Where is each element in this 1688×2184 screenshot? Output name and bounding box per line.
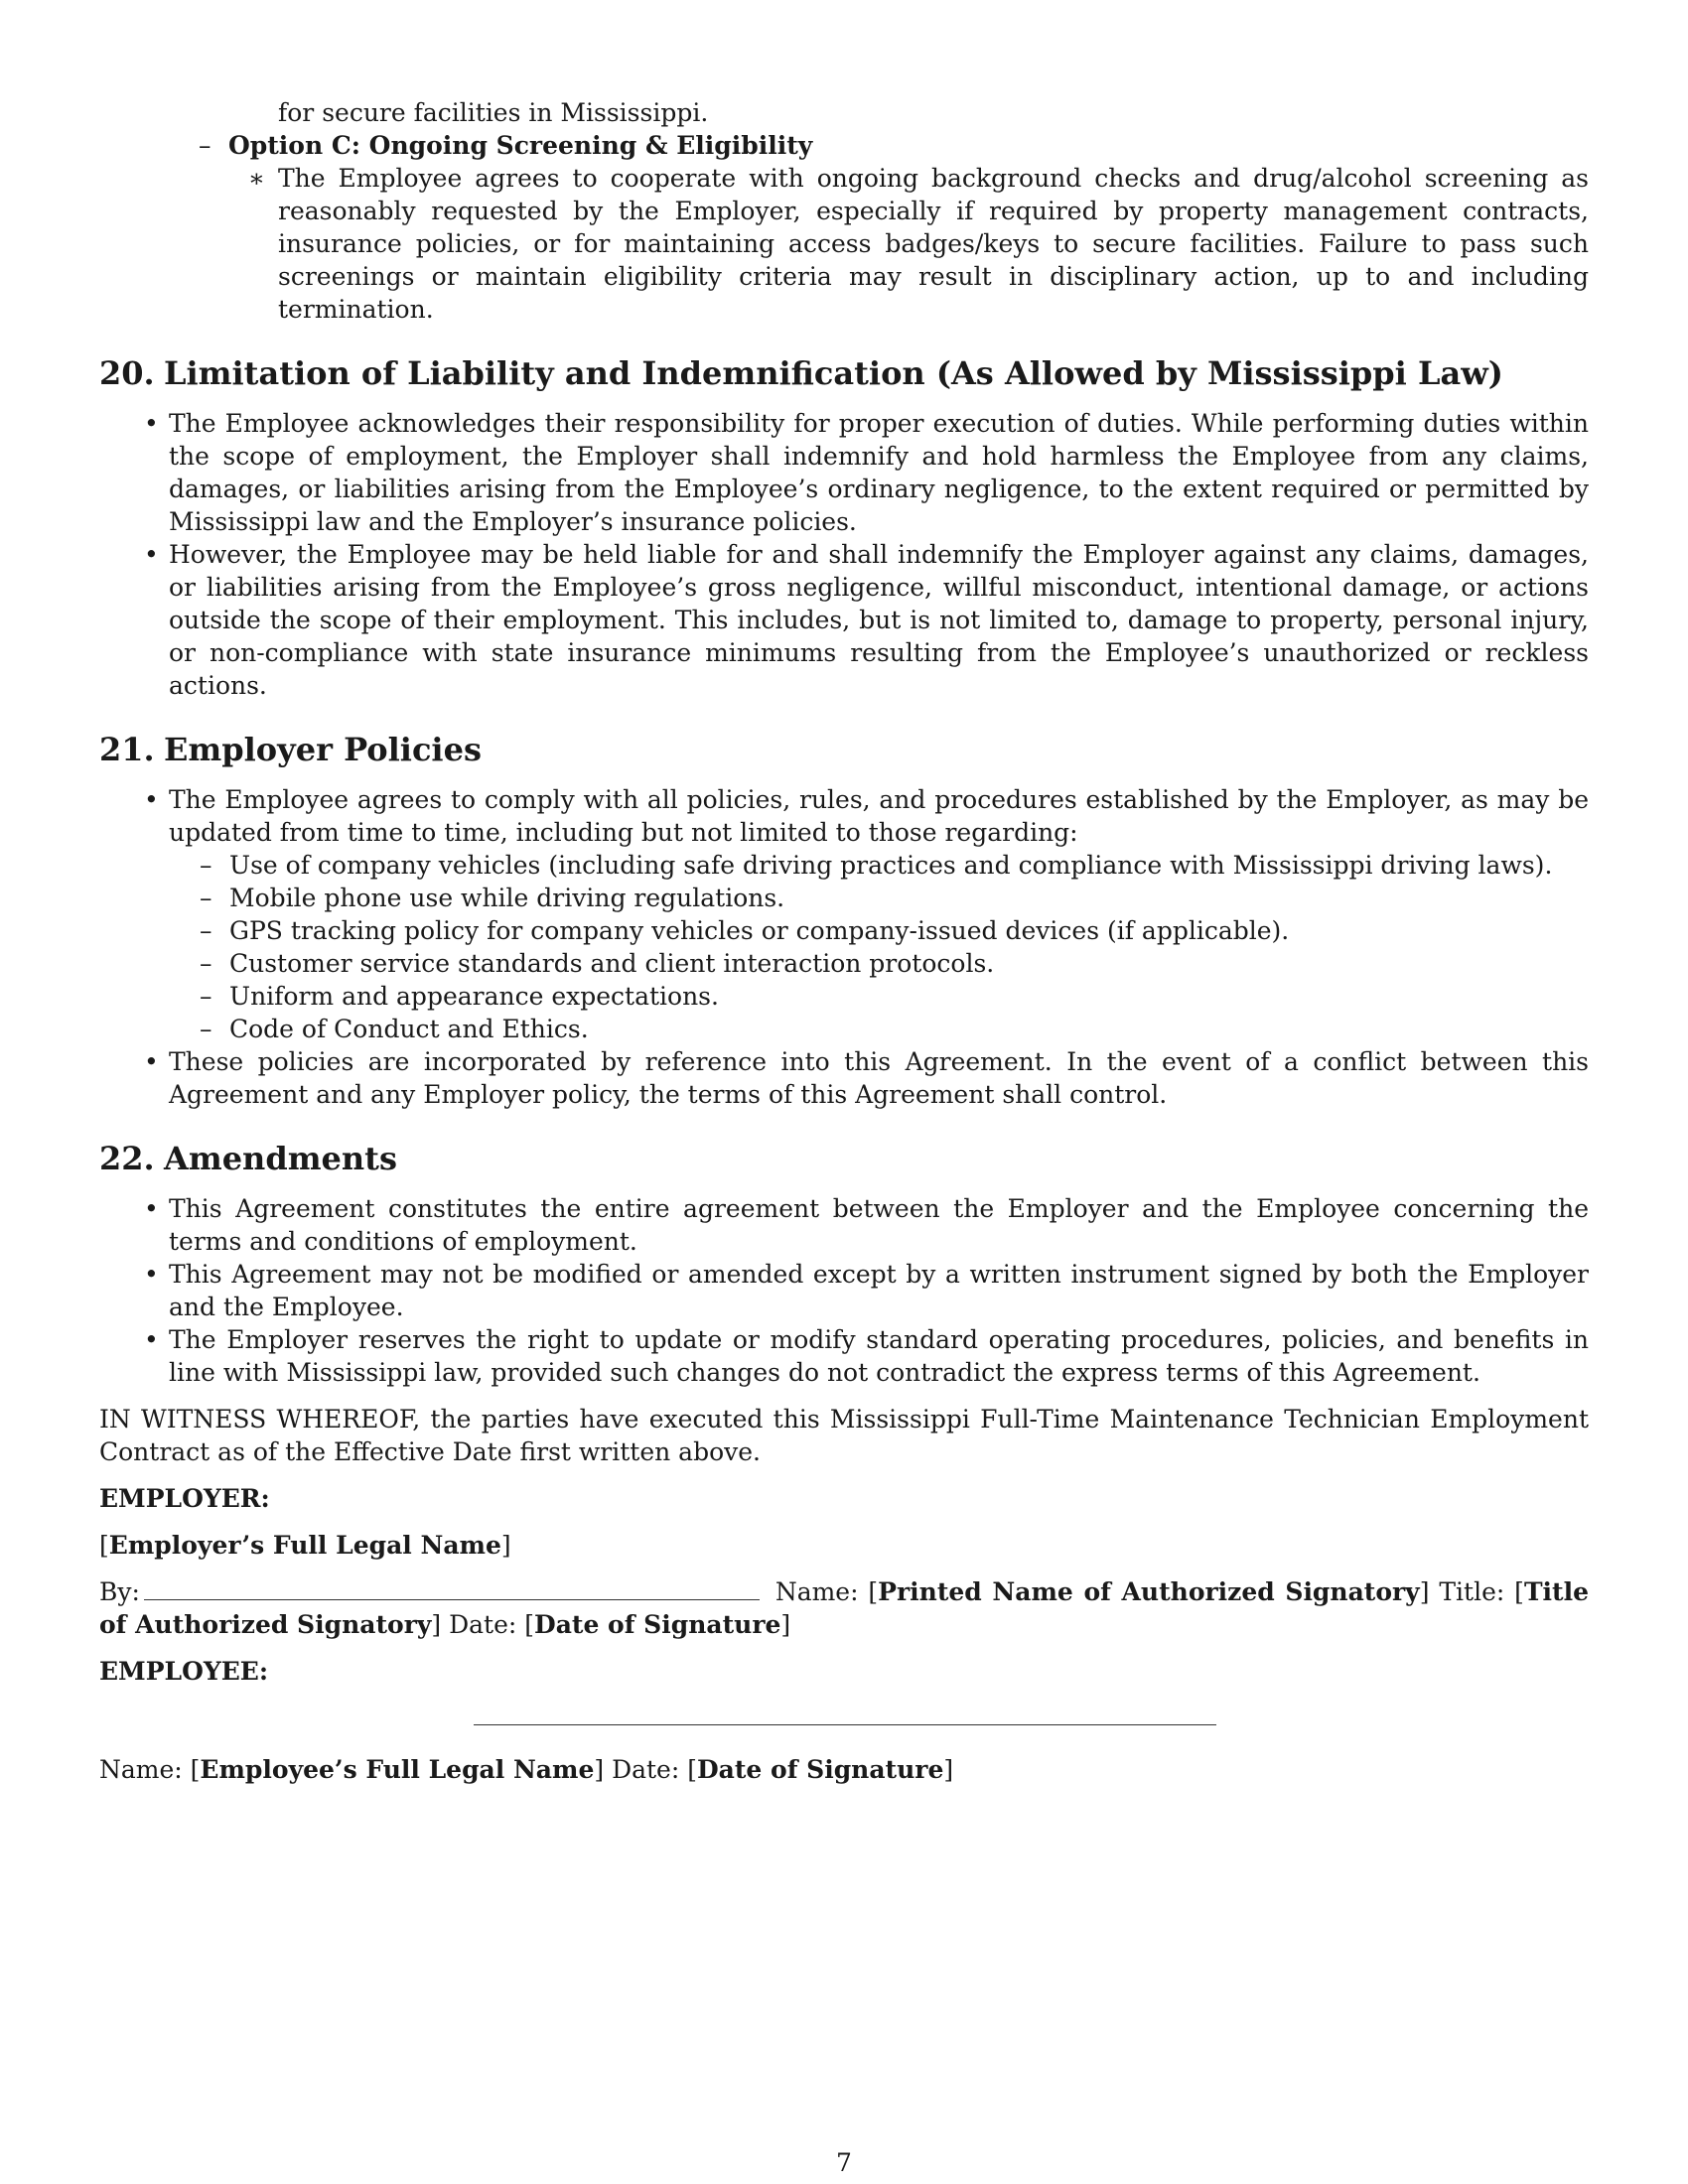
sublist-item [200, 1013, 1589, 1045]
dash-marker: – [200, 1015, 212, 1043]
list-item [144, 1323, 1589, 1389]
policy-sublist [169, 849, 1589, 1045]
dash-marker: – [199, 131, 211, 160]
employee-name-value: Employee’s Full Legal Name [200, 1755, 595, 1784]
bullet-marker: • [144, 1194, 159, 1223]
sublist-item-text: Use of company vehicles (including safe driving practices and compliance with Mississippi driving laws). [229, 851, 1553, 880]
list-item [144, 1258, 1589, 1323]
sublist-item-text: Code of Conduct and Ethics. [229, 1015, 589, 1043]
list-item-text: This Agreement may not be modified or amended except by a written instrument signed by both the Employer and the Employee. [169, 1260, 1589, 1321]
list-item-text: The Employee agrees to comply with all policies, rules, and procedures established by the Employer, as may be updated from time to time, including but not limited to those regarding: [169, 785, 1589, 847]
continuation-line: for secure facilities in Mississippi. [278, 98, 709, 127]
employer-date-value: Date of Signature [534, 1610, 781, 1639]
sublist-item [200, 849, 1589, 882]
option-c-text: The Employee agrees to cooperate with ongoing background checks and drug/alcohol screening as reasonably requested by the Employer, especially if required by property management contracts, insurance policies, or for maintaining access badges/keys to secure facilities. Failure to pass such screenings or maintain eligibility criteria may result in disciplinary action, up to and including termination. [278, 164, 1589, 324]
section-20-title: Limitation of Liability and Indemnification (As Allowed by Mississippi Law) [164, 354, 1503, 392]
sublist-item-text: Customer service standards and client interaction protocols. [229, 949, 995, 978]
page-number: 7 [836, 2148, 852, 2177]
list-item [144, 1045, 1589, 1111]
option-c-item [248, 162, 1589, 326]
sublist-item [200, 947, 1589, 980]
sublist-item [200, 980, 1589, 1013]
employee-name-label: Name: [99, 1755, 183, 1784]
section-22 [99, 1139, 1589, 1389]
employee-label: EMPLOYEE: [99, 1657, 269, 1686]
employer-title-label: Title: [1439, 1577, 1505, 1606]
option-c-title: Option C: Ongoing Screening & Eligibility [228, 131, 813, 160]
section-21-number: 21. [99, 731, 155, 768]
section-22-list [99, 1192, 1589, 1389]
dash-marker: – [200, 851, 212, 880]
section-21 [99, 730, 1589, 1111]
sublist-item-text: Uniform and appearance expectations. [229, 982, 719, 1011]
list-item [144, 538, 1589, 702]
bullet-marker: • [144, 1260, 159, 1289]
section-22-title: Amendments [164, 1140, 397, 1177]
employer-name-label: Name: [774, 1577, 859, 1606]
section-22-heading [99, 1139, 1589, 1178]
section-20-heading [99, 353, 1589, 393]
employee-details: Name: [Employee’s Full Legal Name] Date: [Date of Signature] [99, 1755, 954, 1784]
employee-signature-area [99, 1688, 1589, 1745]
bullet-marker: • [144, 540, 159, 569]
employer-signature-block: By: Name: [Printed Name of Authorized Signatory] Title: [Title of Authorized Signatory] Date: [Date of Signature] [99, 1577, 1589, 1639]
dash-marker: – [200, 949, 212, 978]
dash-marker: – [200, 884, 212, 912]
sublist-item [200, 914, 1589, 947]
asterisk-marker: ∗ [248, 164, 265, 193]
section-20-number: 20. [99, 354, 155, 392]
list-item-text: However, the Employee may be held liable for and shall indemnify the Employer against any claims, damages, or liabilities arising from the Employee’s gross negligence, willful misconduct, intentional damage, or actions outside the scope of their employment. This includes, but is not limited to, damage to property, personal injury, or non-compliance with state insurance minimums resulting from the Employee’s unauthorized or reckless actions. [169, 540, 1589, 700]
dash-marker: – [200, 982, 212, 1011]
sublist-item-text: GPS tracking policy for company vehicles or company-issued devices (if applicable). [229, 916, 1290, 945]
employer-label: EMPLOYER: [99, 1484, 270, 1513]
section-21-list [99, 783, 1589, 1111]
employer-name-value: Printed Name of Authorized Signatory [878, 1577, 1420, 1606]
page-content [99, 96, 1589, 1786]
employer-signature-line[interactable] [144, 1575, 760, 1600]
bullet-marker: • [144, 1325, 159, 1354]
list-item-text: The Employer reserves the right to update or modify standard operating procedures, policies, and benefits in line with Mississippi law, provided such changes do not contradict the express terms of this Agreement. [169, 1325, 1589, 1387]
option-c-heading [199, 129, 1589, 162]
list-item-text: These policies are incorporated by reference into this Agreement. In the event of a conflict between this Agreement and any Employer policy, the terms of this Agreement shall control. [169, 1047, 1589, 1109]
list-item [144, 783, 1589, 1045]
employee-date-label: Date: [612, 1755, 680, 1784]
section-22-number: 22. [99, 1140, 155, 1177]
bullet-marker: • [144, 785, 159, 814]
section-21-title: Employer Policies [164, 731, 482, 768]
list-item-text: This Agreement constitutes the entire agreement between the Employer and the Employee concerning the terms and conditions of employment. [169, 1194, 1589, 1256]
bullet-marker: • [144, 409, 159, 438]
sublist-item [200, 882, 1589, 914]
list-item-text: The Employee acknowledges their responsibility for proper execution of duties. While performing duties within the scope of employment, the Employer shall indemnify and hold harmless the Employee from any claims, damages, or liabilities arising from the Employee’s ordinary negligence, to the extent required or permitted by Mississippi law and the Employer’s insurance policies. [169, 409, 1589, 536]
employer-title-value: Title of Authorized Signatory [99, 1577, 1589, 1639]
employer-legal-name-value: Employer’s Full Legal Name [108, 1531, 501, 1560]
section-20 [99, 353, 1589, 702]
dash-marker: – [200, 916, 212, 945]
sublist-item-text: Mobile phone use while driving regulations. [229, 884, 785, 912]
employee-signature-line[interactable] [474, 1724, 1216, 1725]
section-21-heading [99, 730, 1589, 769]
by-label: By: [99, 1577, 140, 1606]
witness-clause: IN WITNESS WHEREOF, the parties have executed this Mississippi Full-Time Maintenance Technician Employment Contract as of the Effective Date first written above. [99, 1405, 1589, 1466]
list-item [144, 1192, 1589, 1258]
employer-legal-name: [Employer’s Full Legal Name] [99, 1531, 511, 1560]
employer-date-label: Date: [449, 1610, 517, 1639]
bullet-marker: • [144, 1047, 159, 1076]
employee-date-value: Date of Signature [696, 1755, 944, 1784]
list-item [144, 407, 1589, 538]
section-20-list [99, 407, 1589, 702]
